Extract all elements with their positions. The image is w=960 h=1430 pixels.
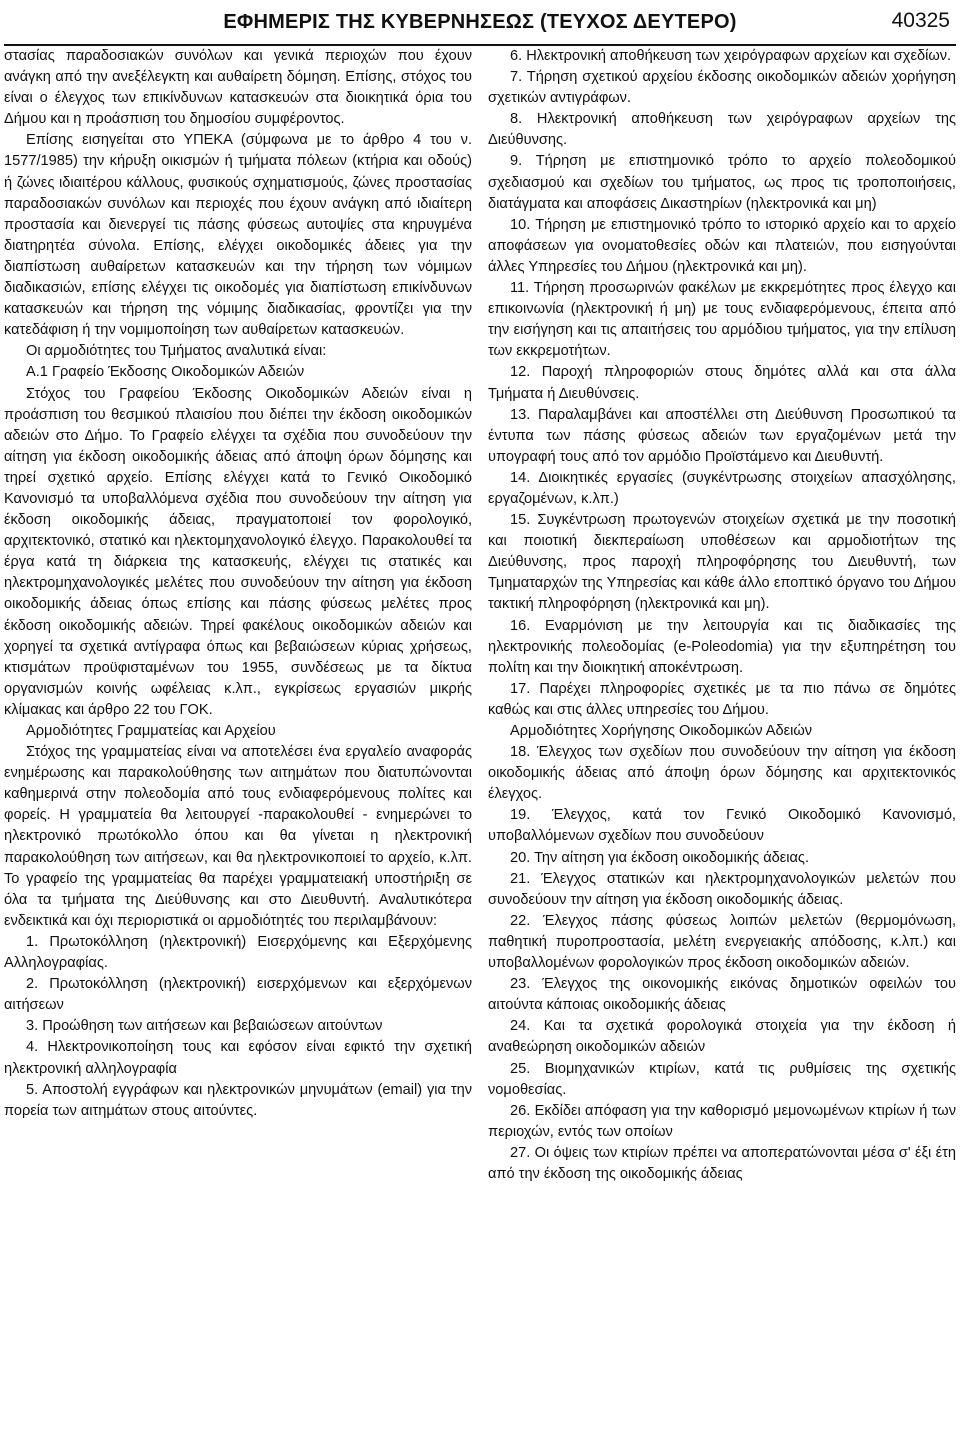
paragraph: 2. Πρωτοκόλληση (ηλεκτρονική) εισερχόμενων και εξερχόμενων αιτήσεων xyxy=(4,976,472,1014)
paragraph: 20. Την αίτηση για έκδοση οικοδομικής άδειας. xyxy=(510,849,810,866)
paragraph: 5. Αποστολή εγγράφων και ηλεκτρονικών μηνυμάτων (email) για την πορεία των αιτημάτων στους αιτούντες. xyxy=(4,1081,472,1119)
paragraph: Επίσης εισηγείται στο ΥΠΕΚΑ (σύμφωνα με το άρθρο 4 του ν. 1577/1985) την κήρυξη οικισμών ή τμήματα πόλεων (κτήρια και οδούς) ή ζώνες ιδιαιτέρου κάλλους, φυσικούς σχηματισμούς, ζώνες προστασίας παραδοσιακών συνόλων και περιοχές που έχουν ανάγκη από ιδιαίτερη προστασία και διενεργεί τις πάσης φύσεως αυτοψίες στα κηρυγμένα διατηρητέα σύνολα. Επίσης, ελέγχει οικοδομικές άδειες για την διαπίστωση αυθαίρετων κατασκευών και την τήρηση των νόμιμων διαδικασιών, επίσης ελέγχει τις οικοδομές για διαπίστωση επικίνδυνων κατασκευών και τήρηση της νόμιμης διαδικασίας, φροντίζει για την κατεδάφιση ή την νομιμοποίηση των αυθαίρετων κατασκευών. xyxy=(4,132,472,339)
paragraph: 15. Συγκέντρωση πρωτογενών στοιχείων σχετικά με την ποσοτική και ποιοτική διεκπεραίωση υποθέσεων και αρμοδιοτήτων της Διεύθυνσης, προς παροχή πληροφόρησης του Διευθυντή, των Τμηματαρχών της Υπηρεσίας και κάθε άλλο εποπτικό όργανο του Δήμου τακτική πληροφόρηση (ηλεκτρονικά και μη). xyxy=(488,512,956,613)
paragraph: 12. Παροχή πληροφοριών στους δημότες αλλά και στα άλλα Τμήματα ή Διευθύνσεις. xyxy=(488,364,956,402)
page-header xyxy=(4,0,956,46)
paragraph: Στόχος του Γραφείου Έκδοσης Οικοδομικών Αδειών είναι η προάσπιση του θεσμικού πλαισίου που διέπει την έκδοση οικοδομικών αδειών στο Δήμο. Το Γραφείο ελέγχει τα σχέδια που συνοδεύουν την αίτηση για έκδοση οικοδομικής άδειας από άποψη όρων δόμησης και τηρεί σχετικό αρχείο. Επίσης ελέγχει κατά το Γενικό Οικοδομικό Κανονισμό τα υποβαλλόμενα σχέδια που συνοδεύουν την αίτηση για έκδοση οικοδομικής άδειας, πραγματοποιεί τον φορολογικό, αρχιτεκτονικό, στατικό και ηλεκτομηχανολογικό έλεγχο. Παρακολουθεί τα έργα κατά τη διάρκεια της κατασκευής, ελέγχει τις στατικές και ηλεκτρομηχανολογικές μελέτες που συνοδεύουν την αίτηση για έκδοση οικοδομικής άδειας όπως επίσης και πάσης φύσεως μελέτες προς έκδοση οικοδομικής αδειών. Τηρεί φακέλους οικοδομικών αδειών και χορηγεί τα σχετικά αντίγραφα όπως και βεβαιώσεων κύριας χρήσεως, κτισμάτων προϋφισταμένων του 1955, συνδέσεως με τα δίκτυα οργανισμών κοινής ωφέλειας κ.λπ., εγκρίσεως εργασιών μικρής κλίμακας και άρθρο 22 του ΓΟΚ. xyxy=(4,385,472,718)
paragraph: 26. Εκδίδει απόφαση για την καθορισμό μεμονωμένων κτιρίων ή των περιοχών, εντός των οποίων xyxy=(488,1102,956,1140)
paragraph: 18. Έλεγχος των σχεδίων που συνοδεύουν την αίτηση για έκδοση οικοδομικής άδειας από άποψη όρων δόμησης και αρχιτεκτονικός έλεγχος. xyxy=(488,744,956,803)
paragraph: 11. Τήρηση προσωρινών φακέλων με εκκρεμότητες προς έλεγχο και επικοινωνία (ηλεκτρονική ή μη) με τους ενδιαφερόμενους, έπειτα από την εισήγηση και τις απαιτήσεις του αρμόδιου τμήματος, για την επίλυση των εκκρεμοτήτων. xyxy=(488,280,956,360)
paragraph: 8. Ηλεκτρονική αποθήκευση των χειρόγραφων αρχείων της Διεύθυνσης. xyxy=(488,111,956,149)
paragraph: 14. Διοικητικές εργασίες (συγκέντρωσης στοιχείων απασχόλησης, εργαζομένων, κ.λπ.) xyxy=(488,469,956,507)
paragraph: Οι αρμοδιότητες του Τμήματος αναλυτικά είναι: xyxy=(26,343,327,360)
gazette-title: ΕΦΗΜΕΡΙΣ ΤΗΣ ΚΥΒΕΡΝΗΣΕΩΣ (ΤΕΥΧΟΣ ΔΕΥΤΕΡΟ) xyxy=(223,10,737,33)
paragraph: 7. Τήρηση σχετικού αρχείου έκδοσης οικοδομικών αδειών χορήγηση σχετικών αντιγράφων. xyxy=(488,69,956,107)
paragraph: Α.1 Γραφείο Έκδοσης Οικοδομικών Αδειών xyxy=(26,364,305,381)
paragraph: Στόχος της γραμματείας είναι να αποτελέσει ένα εργαλείο αναφοράς ενημέρωσης και παρακολούθησης των αιτημάτων που διατυπώνονται καθημερινά στην πολεοδομία από τους ενδιαφερόμενους πολίτες και φορείς. Η γραμματεία θα λειτουργεί -παρακολουθεί - ενημερώνει το ηλεκτρονικό πρωτόκολλο όπου και θα γίνεται η ηλεκτρονική παρακολούθηση των αιτήσεων, και θα ηλεκτρονικοποιεί το αρχείο, κ.λπ. Το γραφείο της γραμματείας θα παρέχει γραμματειακή υποστήριξη σε όλα τα τμήματα της Διεύθυνσης και στο Διευθυντή. Αναλυτικότερα ενδεικτικά και όχι περιοριστικά οι αρμοδιότητές του περιλαμβάνουν: xyxy=(4,744,472,929)
body-columns xyxy=(4,46,956,1185)
paragraph: 4. Ηλεκτρονικοποίηση τους και εφόσον είναι εφικτό την σχετική ηλεκτρονική αλληλογραφία xyxy=(4,1039,472,1077)
paragraph: 10. Τήρηση με επιστημονικό τρόπο το ιστορικό αρχείο και το αρχείο αποφάσεων για ονοματοθεσίες οδών και πλατειών, που εισηγούνται άλλες Υπηρεσίες του Δήμου (ηλεκτρονικά και μη). xyxy=(488,216,956,275)
paragraph: Αρμοδιότητες Γραμματείας και Αρχείου xyxy=(26,723,276,739)
paragraph: 16. Εναρμόνιση με την λειτουργία και τις διαδικασίες της ηλεκτρονικής πολεοδομίας (e-Poleodomia) για την εξυπηρέτηση του πολίτη και την διοικητική αποκέντρωση. xyxy=(488,617,956,676)
paragraph: στασίας παραδοσιακών συνόλων και γενικά περιοχών που έχουν ανάγκη από την ανεξέλεγκτη και αυθαίρετη δόμηση. Επίσης, στόχος του είναι ο έλεγχος των επικίνδυνων κατασκευών στα διοικητικά όρια του Δήμου και η προάσπιση του δημοσίου συμφέροντος. xyxy=(4,48,472,128)
paragraph: 25. Βιομηχανικών κτιρίων, κατά τις ρυθμίσεις της σχετικής νομοθεσίας. xyxy=(488,1060,956,1098)
paragraph: 1. Πρωτοκόλληση (ηλεκτρονική) Εισερχόμενης και Εξερχόμενης Αλληλογραφίας. xyxy=(4,933,472,972)
paragraph: 24. Και τα σχετικά φορολογικά στοιχεία για την έκδοση ή αναθεώρηση οικοδομικών αδειών xyxy=(488,1018,956,1056)
paragraph: 6. Ηλεκτρονική αποθήκευση των χειρόγραφων αρχείων και σχεδίων. xyxy=(510,48,952,64)
paragraph: 3. Προώθηση των αιτήσεων και βεβαιώσεων αιτούντων xyxy=(26,1018,383,1035)
paragraph: 23. Έλεγχος της οικονομικής εικόνας δημοτικών οφειλών του αιτούντα κάποιας οικοδομικής άδειας xyxy=(488,976,956,1014)
paragraph: 22. Έλεγχος πάσης φύσεως λοιπών μελετών (θερμομόνωση, παθητική πυροπροστασία, μελέτη ενεργειακής απόδοσης, κ.λπ.) και υποβαλλομένων φορολογικών προς έκδοση οικοδομικών αδειών. xyxy=(488,912,956,972)
paragraph: Αρμοδιότητες Χορήγησης Οικοδομικών Αδειών xyxy=(510,723,813,739)
right-column xyxy=(488,46,956,1185)
paragraph: 27. Οι όψεις των κτιρίων πρέπει να αποπερατώνονται μέσα σ' έξι έτη από την έκδοση της οικοδομικής άδειας xyxy=(488,1144,956,1182)
paragraph: 21. Έλεγχος στατικών και ηλεκτρομηχανολογικών μελετών που συνοδεύουν την αίτηση για έκδοση οικοδομικής άδειας. xyxy=(488,870,956,908)
left-column xyxy=(4,46,472,1185)
paragraph: 9. Τήρηση με επιστημονικό τρόπο το αρχείο πολεοδομικού σχεδιασμού και σχεδίων του τμήματος, ως προς τις τροποποιήσεις, διατάγματα και αποφάσεις Δικαστηρίων (ηλεκτρονικά και μη) xyxy=(488,153,956,212)
paragraph: 17. Παρέχει πληροφορίες σχετικές με τα πιο πάνω σε δημότες καθώς και στις άλλες υπηρεσίες του Δήμου. xyxy=(488,680,956,718)
page-number: 40325 xyxy=(891,9,950,32)
paragraph: 19. Έλεγχος, κατά τον Γενικό Οικοδομικό Κανονισμό, υποβαλλόμενων σχεδίων που συνοδεύουν xyxy=(488,807,956,845)
paragraph: 13. Παραλαμβάνει και αποστέλλει στη Διεύθυνση Προσωπικού τα έντυπα των πάσης φύσεως αδειών των εργαζομένων μετά την υπογραφή τους από τον αρμόδιο Προϊστάμενο και Διευθυντή. xyxy=(488,406,956,465)
